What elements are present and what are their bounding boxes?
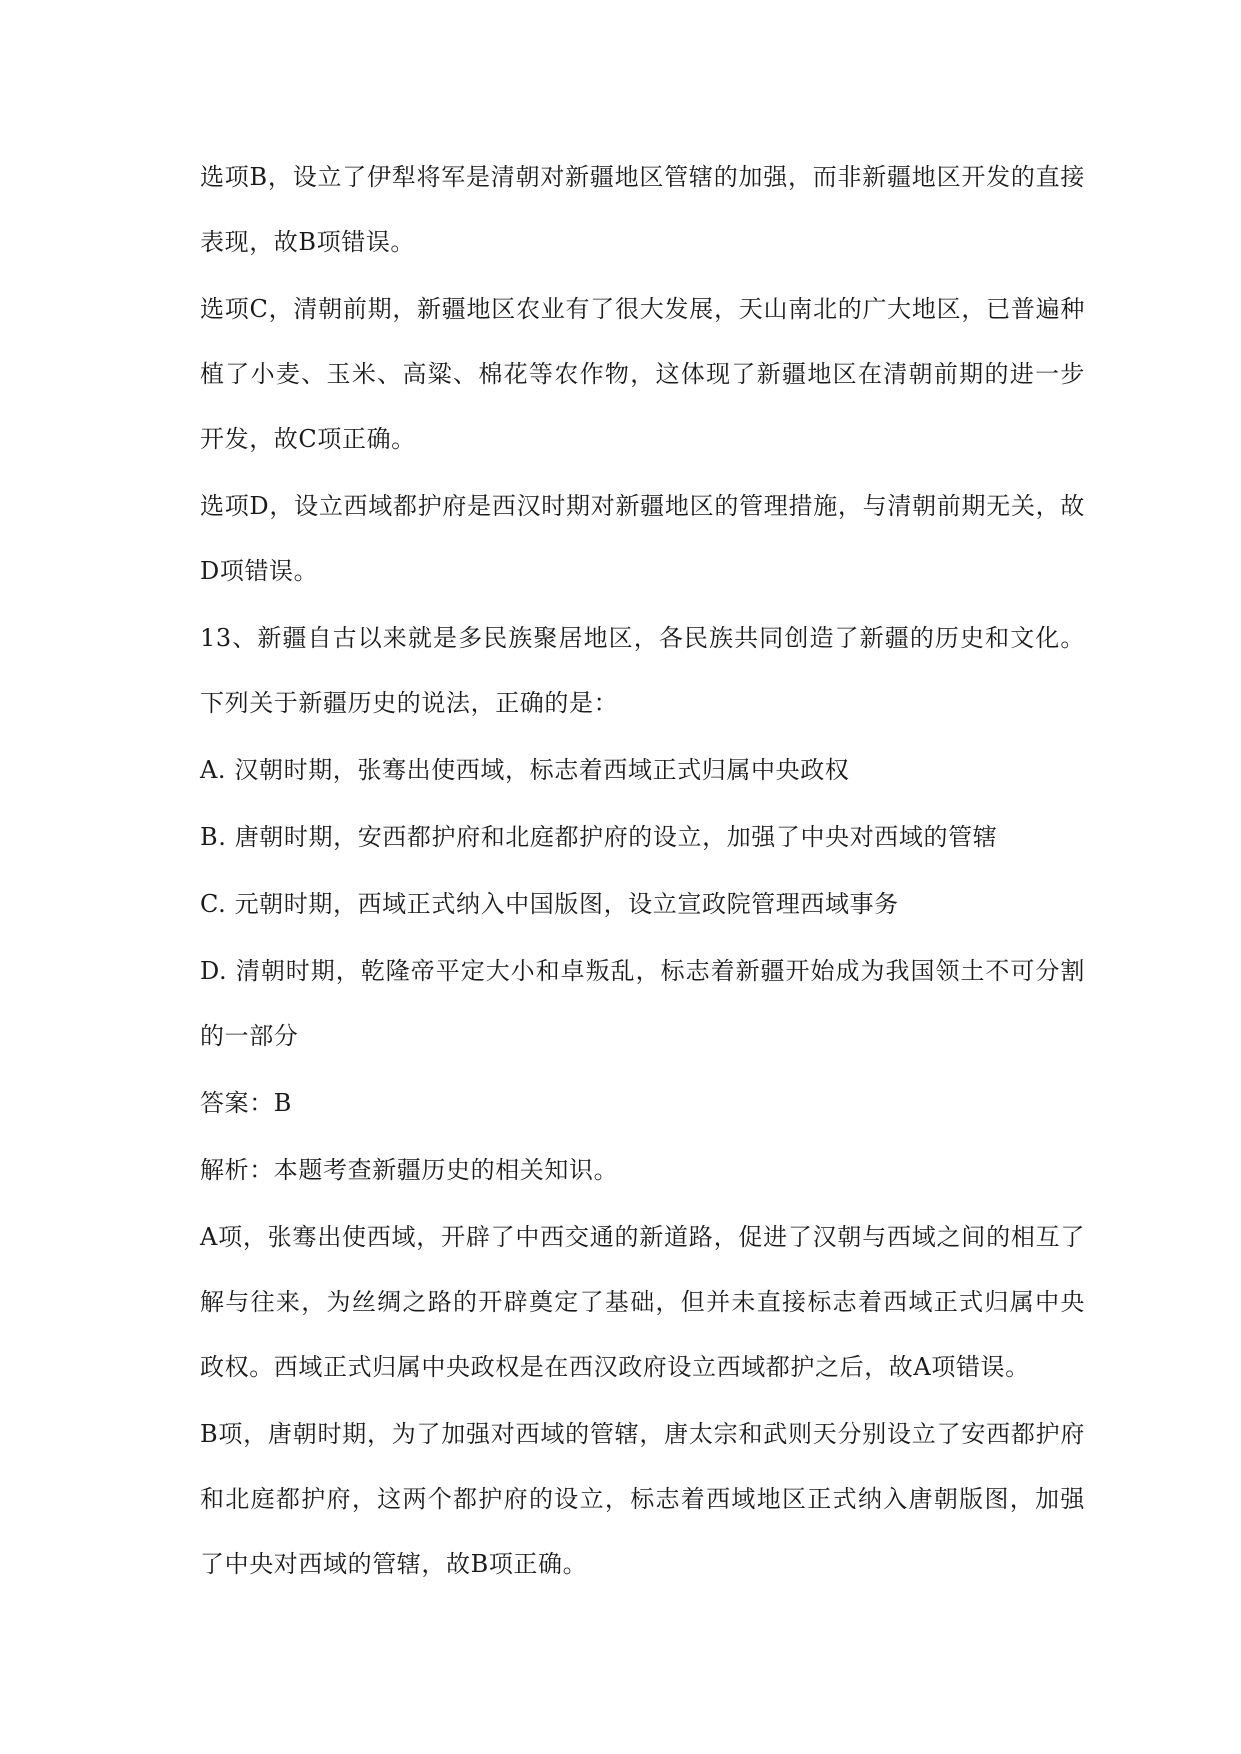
explanation-option-d: 选项D，设立西域都护府是西汉时期对新疆地区的管理措施，与清朝前期无关，故D项错误。	[200, 492, 1085, 585]
question-13-analysis-intro: 解析：本题考查新疆历史的相关知识。	[200, 1156, 619, 1184]
question-13-stem: 13、新疆自古以来就是多民族聚居地区，各民族共同创造了新疆的历史和文化。下列关于新疆历史的说法，正确的是：	[200, 624, 1085, 717]
question-13-analysis-b: B项，唐朝时期，为了加强对西域的管辖，唐太宗和武则天分别设立了安西都护府和北庭都护府，这两个都护府的设立，标志着西域地区正式纳入唐朝版图，加强了中央对西域的管辖，故B项正确。	[200, 1420, 1085, 1578]
explanation-option-c: 选项C，清朝前期，新疆地区农业有了很大发展，天山南北的广大地区，已普遍种植了小麦、玉米、高粱、棉花等农作物，这体现了新疆地区在清朝前期的进一步开发，故C项正确。	[200, 295, 1085, 453]
question-13-answer: 答案：B	[200, 1089, 293, 1117]
question-13-choice-a: A. 汉朝时期，张骞出使西域，标志着西域正式归属中央政权	[200, 756, 850, 784]
explanation-option-b: 选项B，设立了伊犁将军是清朝对新疆地区管辖的加强，而非新疆地区开发的直接表现，故B项错误。	[200, 163, 1085, 256]
question-13-choice-c: C. 元朝时期，西域正式纳入中国版图，设立宣政院管理西域事务	[200, 890, 899, 918]
document-body	[200, 145, 1085, 1599]
question-13-choice-d: D. 清朝时期，乾隆帝平定大小和卓叛乱，标志着新疆开始成为我国领土不可分割的一部分	[200, 957, 1085, 1050]
question-13-choice-b: B. 唐朝时期，安西都护府和北庭都护府的设立，加强了中央对西域的管辖	[200, 823, 998, 851]
question-13-analysis-a: A项，张骞出使西域，开辟了中西交通的新道路，促进了汉朝与西域之间的相互了解与往来，为丝绸之路的开辟奠定了基础，但并未直接标志着西域正式归属中央政权。西域正式归属中央政权是在西汉政府设立西域都护之后，故A项错误。	[200, 1223, 1085, 1381]
